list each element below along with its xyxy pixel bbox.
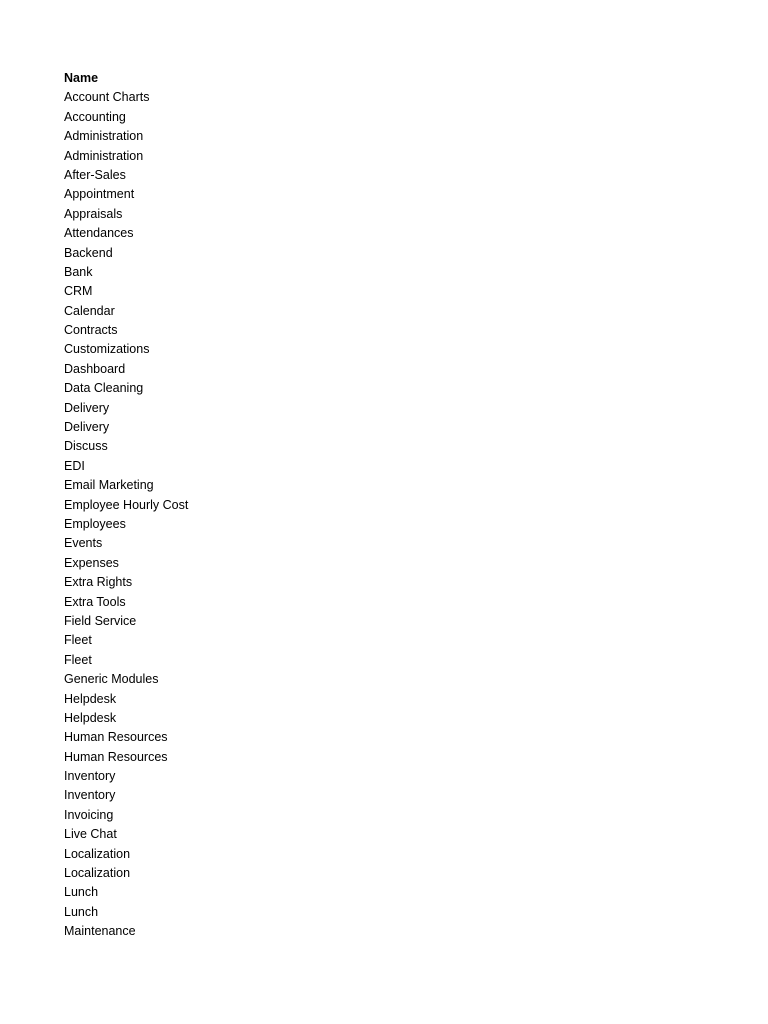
table-row: Maintenance	[64, 924, 136, 939]
table-row: Calendar	[64, 303, 115, 318]
table-row: Employees	[64, 516, 126, 531]
table-row: Helpdesk	[64, 691, 117, 706]
table-row: Inventory	[64, 769, 116, 784]
table-row: Expenses	[64, 555, 119, 570]
table-row: Generic Modules	[64, 672, 159, 687]
table-row: Fleet	[64, 652, 92, 667]
table-row: Localization	[64, 866, 131, 881]
table-row: Delivery	[64, 420, 110, 435]
table-row: Fleet	[64, 633, 92, 648]
table-row: Field Service	[64, 613, 137, 628]
table-row: Lunch	[64, 885, 99, 900]
table-row: Extra Rights	[64, 575, 133, 590]
table-row: Accounting	[64, 109, 126, 124]
table-row: Delivery	[64, 400, 110, 415]
table-row: Events	[64, 536, 103, 551]
table-row: Attendances	[64, 226, 134, 241]
table-row: Employee Hourly Cost	[64, 497, 189, 512]
table-row: Contracts	[64, 323, 118, 338]
table-row: EDI	[64, 458, 85, 473]
table-row: After-Sales	[64, 167, 126, 182]
table-row: Inventory	[64, 788, 116, 803]
table-row: Lunch	[64, 904, 99, 919]
table-row: Dashboard	[64, 361, 126, 376]
table-row: Email Marketing	[64, 478, 154, 493]
table-row: CRM	[64, 284, 93, 299]
table-row: Customizations	[64, 342, 150, 357]
table-row: Helpdesk	[64, 710, 117, 725]
table-row: Data Cleaning	[64, 381, 144, 396]
name-table	[64, 69, 704, 942]
table-row: Extra Tools	[64, 594, 126, 609]
table-row: Appointment	[64, 187, 135, 202]
table-row: Live Chat	[64, 827, 117, 842]
table-row: Administration	[64, 148, 144, 163]
name-list	[64, 88, 704, 941]
table-row: Localization	[64, 846, 131, 861]
column-header-name: Name	[64, 71, 99, 85]
table-row: Administration	[64, 129, 144, 144]
table-row: Backend	[64, 245, 113, 260]
table-row: Account Charts	[64, 90, 150, 105]
table-row: Bank	[64, 264, 93, 279]
table-row: Human Resources	[64, 749, 168, 764]
table-row: Human Resources	[64, 730, 168, 745]
table-row: Discuss	[64, 439, 108, 454]
table-row: Appraisals	[64, 206, 123, 221]
table-row: Invoicing	[64, 807, 114, 822]
